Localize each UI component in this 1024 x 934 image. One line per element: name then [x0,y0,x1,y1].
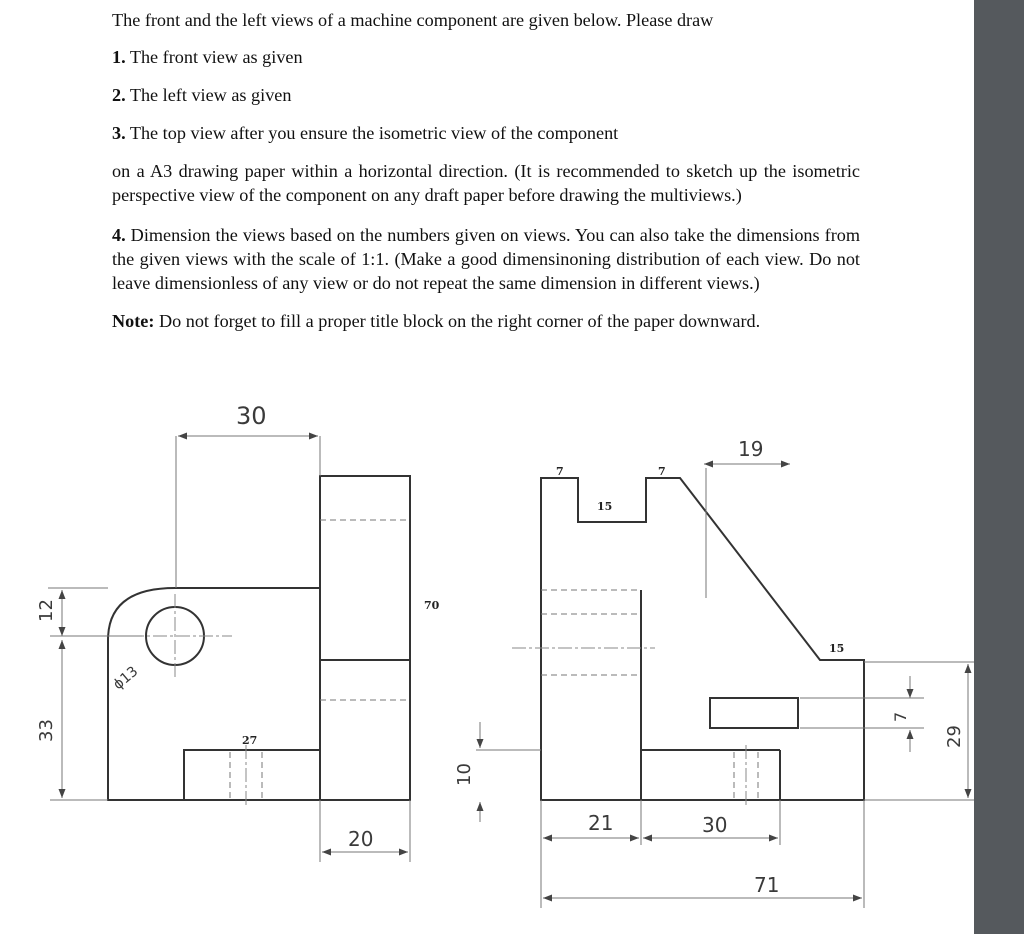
left-view-pocket [710,698,798,728]
left-view-hidden-lines [541,590,758,800]
item-1-number: 1. [112,47,126,67]
front-view-dimension-lines [48,436,410,862]
item-4 [112,223,860,295]
item-1-text: The front view as given [125,47,303,67]
left-view-dimension-lines [476,464,974,908]
dim-left-base-height: 10 [454,763,475,786]
item-4-text: Dimension the views based on the numbers given on views. You can also take the dimensions from the given views with the scale of 1:1. (Make a good dimensinoning distribution of each view. Do not leave dimensionless of any view or do not repeat the same dimension in different views.) [112,225,860,293]
dim-left-notch-right: 7 [658,465,666,478]
item-2-text: The left view as given [125,85,292,105]
dim-front-bottom-width: 20 [348,827,374,851]
item-3 [112,121,860,145]
intro-text: The front and the left views of a machine component are given below. Please draw [112,10,714,30]
note-label: Note: [112,311,155,331]
question-text [112,8,860,333]
left-view-outline [541,478,864,800]
left-view [541,478,864,800]
dim-front-base-slot: 27 [242,734,258,747]
item-3-text: The top view after you ensure the isometric view of the component [125,123,619,143]
dim-left-bottom-left: 21 [588,811,614,835]
note-text: Do not forget to fill a proper title block on the right corner of the paper downward. [154,311,761,331]
dim-front-top-width: 30 [236,402,267,430]
technical-drawing [0,390,974,934]
dim-hole-diameter: ϕ13 [110,663,142,694]
item-3-number: 3. [112,123,126,143]
side-scrollbar[interactable] [974,0,1024,934]
dim-left-right-height: 29 [944,725,965,748]
dim-left-step: 15 [829,642,845,655]
dim-front-left-upper: 12 [36,599,57,622]
front-view-slot [184,750,320,800]
dim-left-right-small: 7 [891,711,910,722]
dim-front-left-lower: 33 [36,719,57,742]
item-2 [112,83,860,107]
item-2-number: 2. [112,85,126,105]
dim-left-bottom-mid: 30 [702,813,728,837]
note [112,309,860,333]
front-view [108,476,410,800]
dim-left-notch-left: 7 [556,465,564,478]
dim-left-total-width: 71 [754,873,780,897]
item-4-number: 4. [112,225,126,245]
item-1 [112,45,860,69]
dim-left-notch-depth: 15 [597,500,613,513]
front-view-outline [108,476,410,800]
paper-instructions: on a A3 drawing paper within a horizontal direction. (It is recommended to sketch up the isometric perspective view of the component on any draft paper before drawing the multiviews.) [112,161,860,205]
dim-left-top-right: 19 [738,437,764,461]
dim-front-height: 70 [424,599,440,612]
